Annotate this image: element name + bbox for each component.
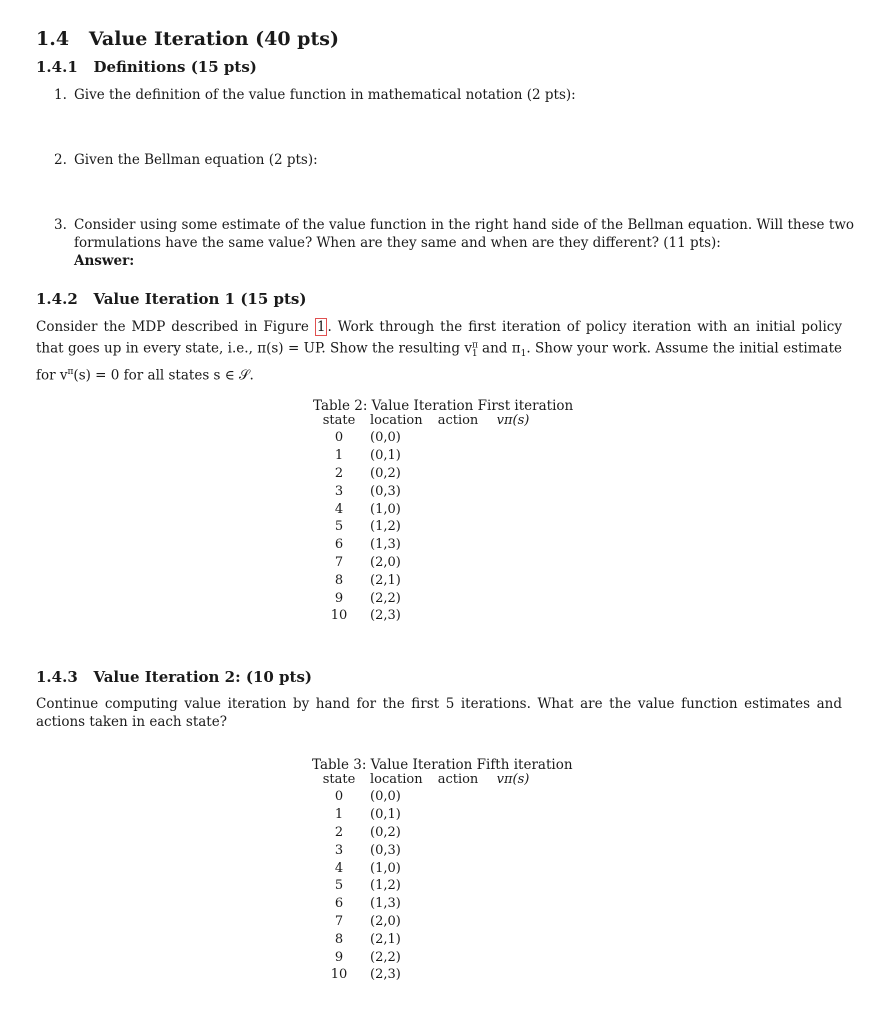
table3-cell-location: (0,3) <box>370 842 401 858</box>
vi2-heading <box>36 668 312 686</box>
table3-cell-action <box>428 948 488 966</box>
vi1-text-g: . Show your work. Assume the initial estimate for v <box>36 340 843 384</box>
table3-caption: Table 3: Value Iteration Fifth iteration <box>312 757 573 773</box>
table2-cell-location: (2,1) <box>370 572 401 588</box>
table2-row <box>312 536 538 554</box>
section-number: 1.4 <box>36 28 70 50</box>
table3-cell-action <box>428 841 488 859</box>
table2-cell-state: 8 <box>334 572 344 588</box>
table3-row <box>312 824 538 842</box>
table2-cell-value <box>488 554 538 572</box>
table2-cell-state: 10 <box>330 608 348 624</box>
table3-cell-state: 2 <box>334 824 344 840</box>
vi1-sub-1: 1 <box>471 349 478 360</box>
table3-cell-state: 1 <box>334 807 344 823</box>
table3-row <box>312 841 538 859</box>
table2-cell-state: 0 <box>334 430 344 446</box>
table3-header-row <box>312 770 538 788</box>
table2-cell-value <box>488 518 538 536</box>
table3-header-state: state <box>322 771 356 787</box>
table3-row <box>312 788 538 806</box>
question-3 <box>54 216 854 270</box>
table2-row <box>312 482 538 500</box>
table2-cell-action <box>428 589 488 607</box>
vi1-text-a: Consider the MDP described in Figure <box>36 319 309 335</box>
table3-cell-value <box>488 788 538 806</box>
table2-cell-location: (0,2) <box>370 465 401 481</box>
table3-cell-value <box>488 806 538 824</box>
table3-cell-location: (2,0) <box>370 913 401 929</box>
table2-cell-action <box>428 447 488 465</box>
vi1-sup-pi-2: π <box>67 367 74 378</box>
table3-cell-state: 9 <box>334 949 344 965</box>
table2-cell-state: 3 <box>334 483 344 499</box>
table2-row <box>312 589 538 607</box>
table2-cell-value <box>488 482 538 500</box>
table2 <box>312 411 538 625</box>
table2-cell-action <box>428 465 488 483</box>
vi1-text-e: and π <box>477 340 521 357</box>
table2-cell-action <box>428 571 488 589</box>
figure-ref-link[interactable]: 1 <box>316 319 326 335</box>
table3-cell-location: (1,0) <box>370 860 401 876</box>
table3-cell-state: 10 <box>330 967 348 983</box>
table2-header-value: vπ(s) <box>496 412 530 428</box>
section-heading <box>36 28 339 50</box>
table3-row <box>312 930 538 948</box>
table3-row <box>312 806 538 824</box>
table2-header-state: state <box>322 412 356 428</box>
vi1-title: Value Iteration 1 (15 pts) <box>93 290 307 308</box>
table3-cell-state: 8 <box>334 931 344 947</box>
table2-cell-action <box>428 554 488 572</box>
table3-cell-location: (0,0) <box>370 789 401 805</box>
table2-cell-state: 4 <box>334 501 344 517</box>
table2-cell-location: (2,2) <box>370 590 401 606</box>
table2-cell-location: (1,0) <box>370 501 401 517</box>
vi1-number: 1.4.2 <box>36 290 78 308</box>
table3-cell-value <box>488 966 538 984</box>
table3-cell-state: 0 <box>334 789 344 805</box>
table3-cell-action <box>428 913 488 931</box>
vi1-heading <box>36 290 306 308</box>
definitions-title: Definitions (15 pts) <box>93 58 257 76</box>
table2-cell-location: (0,3) <box>370 483 401 499</box>
table3 <box>312 770 538 984</box>
table2-row <box>312 465 538 483</box>
table3-cell-value <box>488 930 538 948</box>
vi2-title: Value Iteration 2: (10 pts) <box>93 668 313 686</box>
table3-cell-action <box>428 930 488 948</box>
table2-cell-location: (1,2) <box>370 519 401 535</box>
table3-cell-value <box>488 895 538 913</box>
table2-cell-location: (1,3) <box>370 537 401 553</box>
table2-header-action: action <box>437 412 479 428</box>
question-2 <box>54 151 318 169</box>
table3-cell-location: (1,3) <box>370 896 401 912</box>
table2-cell-action <box>428 500 488 518</box>
table2-cell-action <box>428 429 488 447</box>
table2-cell-value <box>488 500 538 518</box>
vi1-sup-pi: π <box>471 340 478 350</box>
table2-row <box>312 447 538 465</box>
table2-cell-location: (2,3) <box>370 608 401 624</box>
vi1-text-i: (s) = 0 for all states s ∈ 𝒮. <box>73 367 254 384</box>
table2-caption: Table 2: Value Iteration First iteration <box>313 398 574 414</box>
table3-cell-action <box>428 877 488 895</box>
table2-cell-state: 2 <box>334 465 344 481</box>
table3-cell-location: (2,1) <box>370 931 401 947</box>
table2-cell-state: 6 <box>334 537 344 553</box>
table3-row <box>312 948 538 966</box>
definitions-heading <box>36 58 257 76</box>
table3-cell-action <box>428 806 488 824</box>
table2-cell-value <box>488 571 538 589</box>
table3-cell-state: 7 <box>334 913 344 929</box>
question-1-text: Give the definition of the value function in mathematical notation (2 pts): <box>74 87 576 103</box>
table2-cell-state: 7 <box>334 554 344 570</box>
table3-row <box>312 859 538 877</box>
table2-header-row <box>312 411 538 429</box>
table2-cell-state: 9 <box>334 590 344 606</box>
table3-cell-action <box>428 788 488 806</box>
table3-cell-state: 6 <box>334 896 344 912</box>
table2-row <box>312 429 538 447</box>
answer-label: Answer: <box>74 253 135 269</box>
table2-cell-value <box>488 447 538 465</box>
table2-cell-value <box>488 607 538 625</box>
table2-cell-action <box>428 607 488 625</box>
table2-cell-state: 1 <box>334 448 344 464</box>
vi1-sub-pi-1: 1 <box>520 349 527 360</box>
table3-cell-value <box>488 948 538 966</box>
table2-header-location: location <box>370 412 423 428</box>
table2-cell-state: 5 <box>334 519 344 535</box>
table2-row <box>312 554 538 572</box>
table3-cell-location: (0,1) <box>370 807 401 823</box>
vi1-text-b: . Work through the first iteration of policy iteration with an initial policy that goes up in every state, i.e., π(s) = UP. Show the resulting v <box>36 319 842 357</box>
table3-cell-value <box>488 913 538 931</box>
table3-cell-state: 5 <box>334 878 344 894</box>
table2-cell-value <box>488 536 538 554</box>
table2-cell-location: (2,0) <box>370 554 401 570</box>
table3-cell-action <box>428 895 488 913</box>
table3-row <box>312 913 538 931</box>
question-1 <box>54 86 576 104</box>
table2-cell-action <box>428 518 488 536</box>
table3-header-location: location <box>370 771 423 787</box>
vi1-paragraph <box>36 318 842 385</box>
table3-cell-value <box>488 841 538 859</box>
question-2-text: Given the Bellman equation (2 pts): <box>74 152 318 168</box>
table3-cell-state: 3 <box>334 842 344 858</box>
question-3-text: Consider using some estimate of the value function in the right hand side of the Bellman equation. Will these two formulations have the same value? When are they same and when are they different? (11 pts): <box>74 217 854 251</box>
table3-cell-value <box>488 824 538 842</box>
table2-cell-value <box>488 465 538 483</box>
table3-cell-location: (2,2) <box>370 949 401 965</box>
table3-row <box>312 895 538 913</box>
table2-cell-value <box>488 589 538 607</box>
question-1-number: 1. <box>54 87 67 103</box>
table3-cell-action <box>428 824 488 842</box>
table3-cell-value <box>488 859 538 877</box>
table2-row <box>312 500 538 518</box>
table3-cell-location: (1,2) <box>370 878 401 894</box>
table2-row <box>312 571 538 589</box>
table3-cell-action <box>428 966 488 984</box>
table3-cell-location: (0,2) <box>370 824 401 840</box>
table3-cell-value <box>488 877 538 895</box>
section-title: Value Iteration (40 pts) <box>88 28 339 50</box>
table3-row <box>312 877 538 895</box>
definitions-number: 1.4.1 <box>36 58 78 76</box>
vi2-number: 1.4.3 <box>36 668 78 686</box>
table2-row <box>312 518 538 536</box>
question-3-number: 3. <box>54 217 67 233</box>
table3-row <box>312 966 538 984</box>
table2-row <box>312 607 538 625</box>
table2-cell-location: (0,1) <box>370 448 401 464</box>
table3-cell-state: 4 <box>334 860 344 876</box>
table3-header-value: vπ(s) <box>496 771 530 787</box>
table3-header-action: action <box>437 771 479 787</box>
table2-cell-action <box>428 482 488 500</box>
question-2-number: 2. <box>54 152 67 168</box>
table2-cell-location: (0,0) <box>370 430 401 446</box>
vi2-paragraph: Continue computing value iteration by hand for the first 5 iterations. What are the value function estimates and actions taken in each state? <box>36 696 842 730</box>
table3-cell-action <box>428 859 488 877</box>
table3-cell-location: (2,3) <box>370 967 401 983</box>
table2-cell-action <box>428 536 488 554</box>
table2-cell-value <box>488 429 538 447</box>
